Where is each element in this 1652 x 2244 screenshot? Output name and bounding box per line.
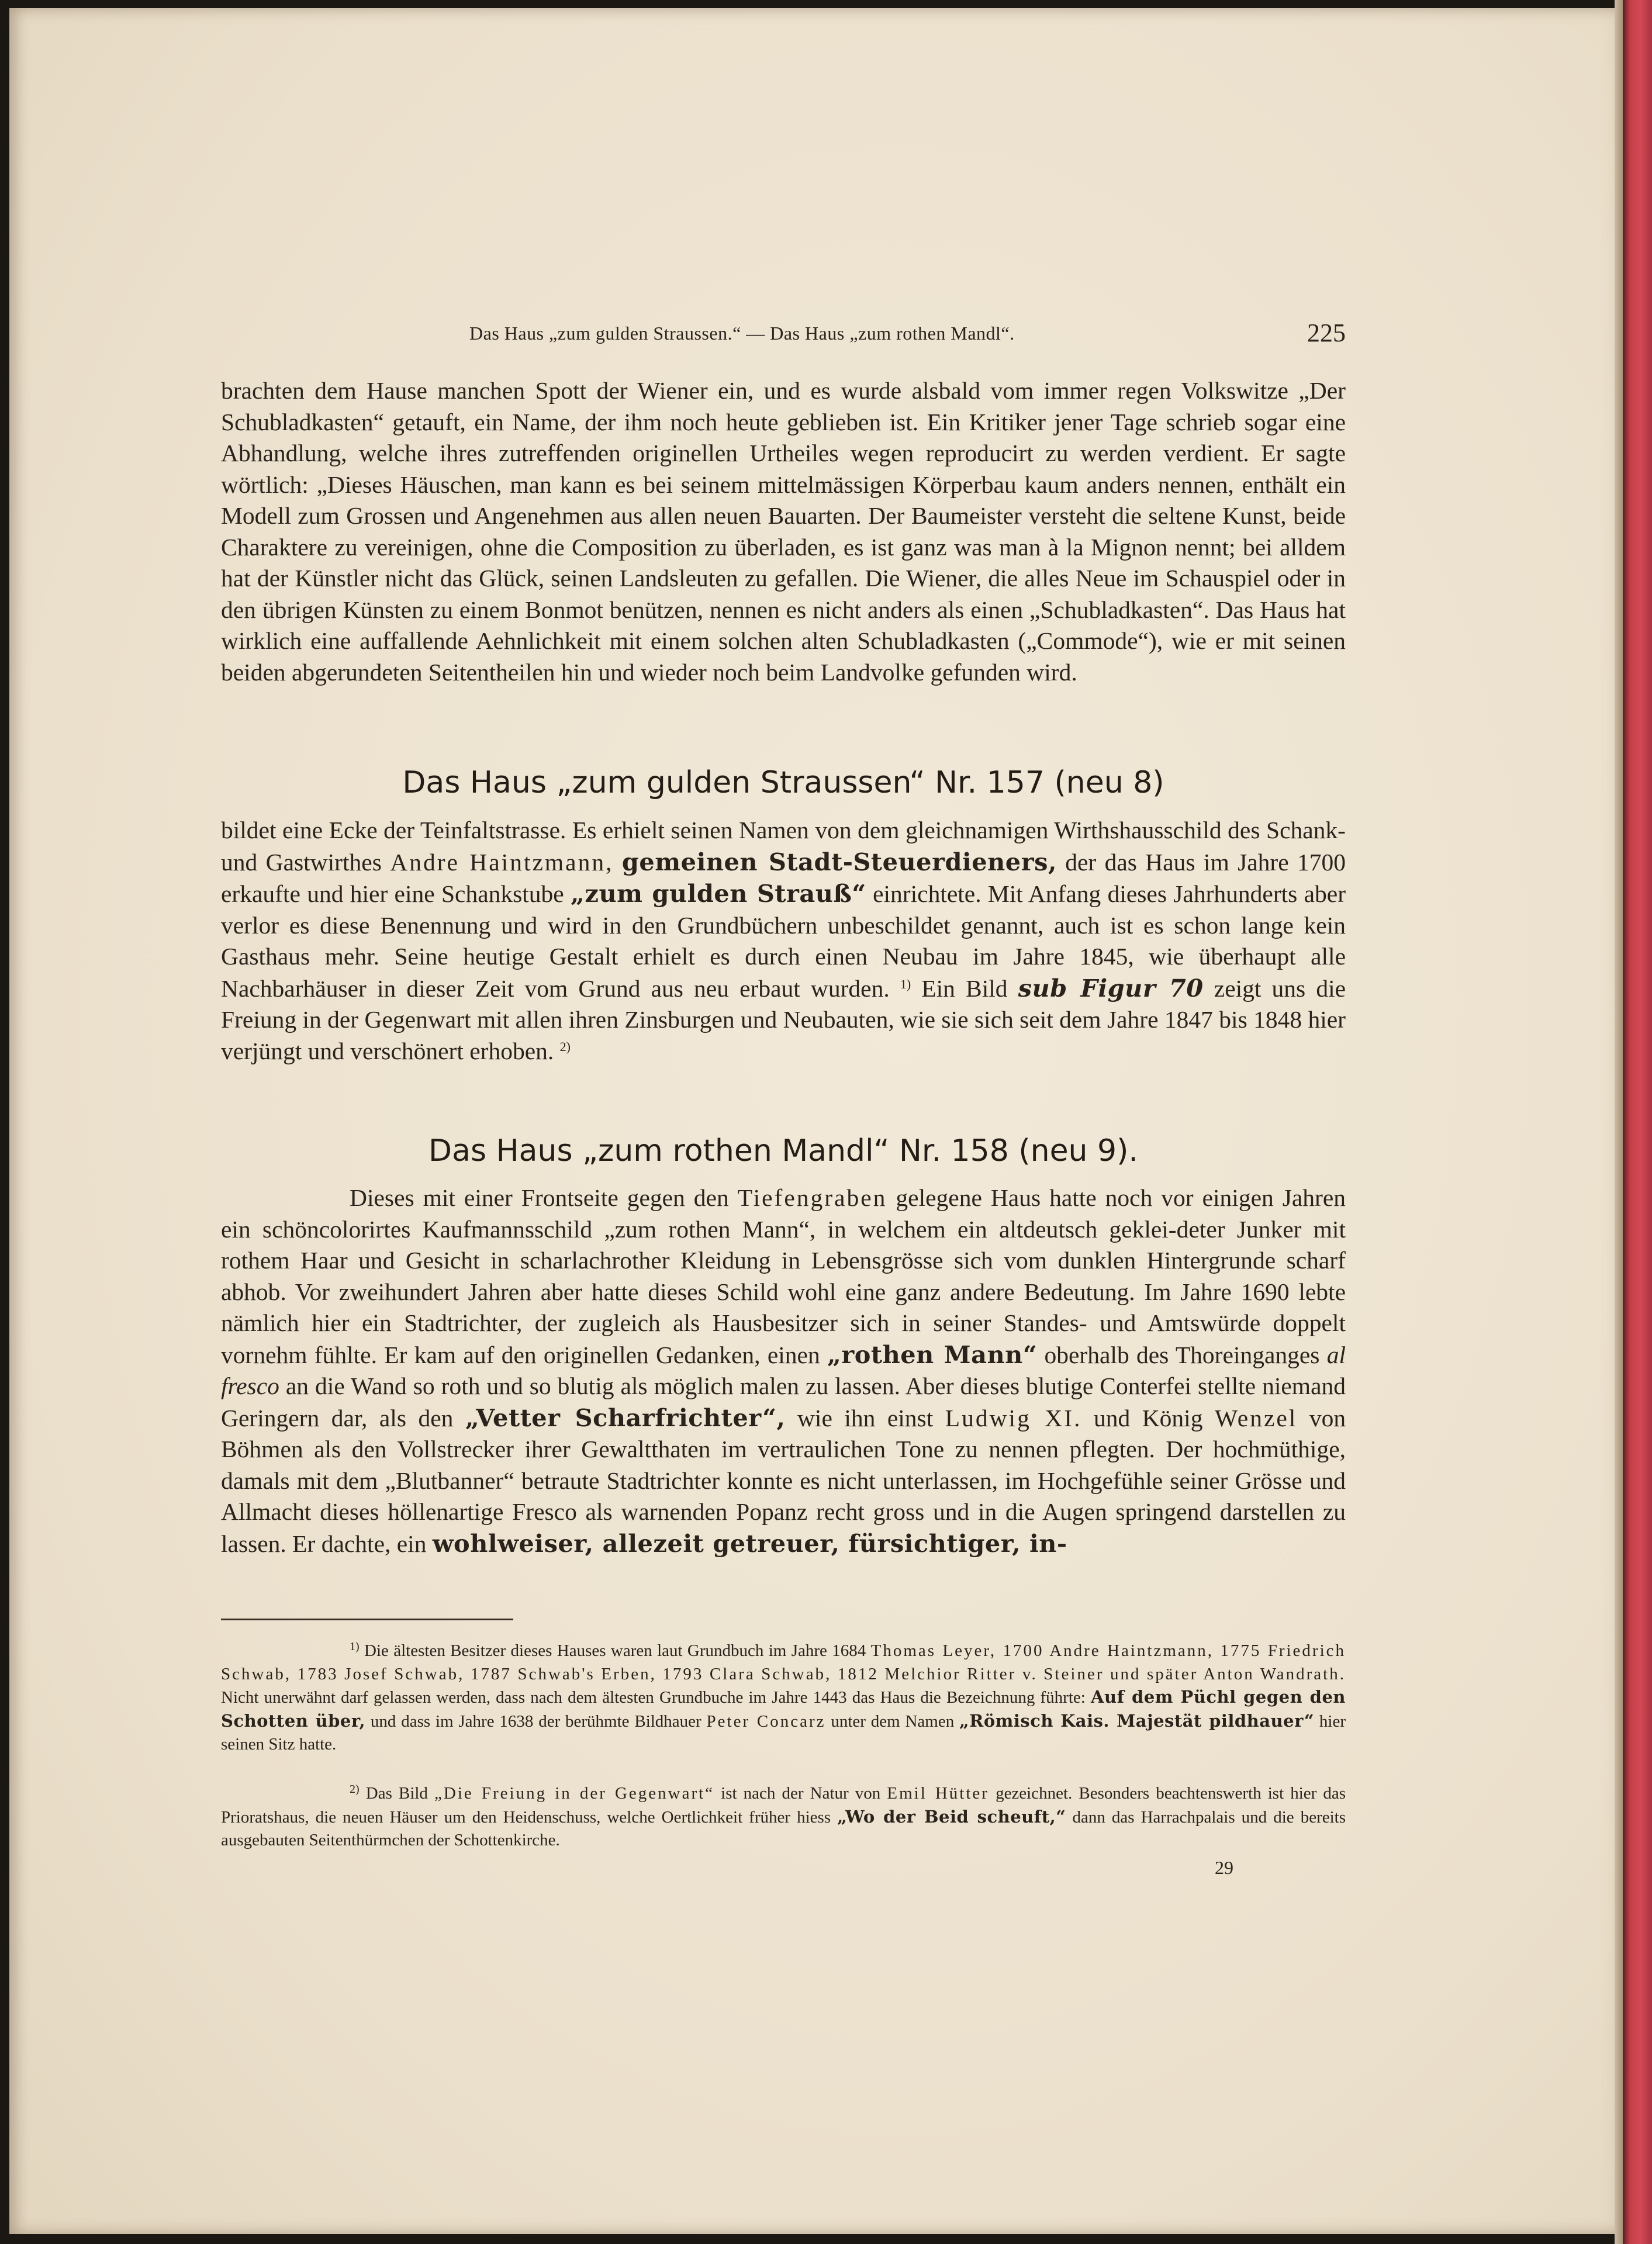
footnote-2 — [221, 1778, 1346, 1852]
footnote-mark: 1) — [350, 1640, 360, 1653]
fraktur-quote: gemeinen Stadt-Steuerdieners, — [621, 847, 1057, 876]
image-title: „Die Freiung in der Gegenwart“ — [434, 1784, 715, 1803]
footnote-2-text — [221, 1778, 1346, 1852]
footnote-1-text — [221, 1636, 1346, 1757]
figure-ref: sub Figur 70 — [1018, 973, 1204, 1002]
text-run: dann das Harrachpalais und die bereits ausgebauten Seitenthürmchen der Schottenkirche. — [221, 1807, 1346, 1849]
person-name: Ludwig XI. — [945, 1404, 1082, 1432]
text-run: Nicht unerwähnt darf gelassen werden, dass nach dem ältesten Grundbuche im Jahre 1443 das Haus die Bezeichnung führte: — [221, 1688, 1086, 1707]
place-name: Tiefengraben — [737, 1184, 887, 1211]
footnote-1 — [221, 1636, 1346, 1757]
text-run: der das Haus im Jahre 1700 erkaufte und hier eine Schankstube — [221, 848, 1346, 907]
person-name: Peter Concarz — [706, 1711, 826, 1731]
signature-mark: 29 — [1215, 1857, 1233, 1878]
section-heading-mandl: Das Haus „zum rothen Mandl“ Nr. 158 (neu 9). — [428, 1133, 1138, 1168]
text-run: an die Wand so roth und so blutig als möglich malen zu lassen. Aber dieses blutige Conterfei stellte niemand Geringern dar, als den — [221, 1372, 1346, 1432]
text-run: wie ihn einst — [797, 1404, 934, 1432]
fraktur-quote: Auf dem Püchl gegen den Schotten über, — [221, 1687, 1346, 1731]
footnote-ref: 1) — [900, 976, 911, 991]
text-run: hier seinen Sitz hatte. — [221, 1711, 1346, 1754]
person-name: Andre Haintzmann, — [390, 848, 614, 876]
straussen-paragraph — [221, 815, 1346, 1067]
page-number: 225 — [1307, 319, 1346, 347]
fraktur-quote: „Vetter Scharfrichter“, — [465, 1403, 786, 1432]
person-name: Wenzel — [1214, 1404, 1298, 1432]
fraktur-quote: „zum gulden Strauß“ — [571, 879, 866, 908]
text-run: bildet eine Ecke der Teinfaltstrasse. Es erhielt seinen Namen von dem gleichnamigen Wirthshausschild des Schank- und Gastwirthes — [221, 817, 1346, 876]
text-run: gelegene Haus hatte noch vor einigen Jahren ein schöncolorirtes Kaufmannsschild „zum rothen Mann“, in welchem ein altdeutsch geklei-deter Junker mit rothem Haar und Gesicht in scharlachrother Kleidung in Lebensgrösse sich vom dunklen Hintergrunde scharf abhob. Vor zweihundert Jahren aber hatte dieses Schild wohl eine ganz andere Bedeutung. Im Jahre 1690 lebte nämlich hier ein Stadtrichter, der zugleich als Hausbesitzer sich in seiner Standes- und Amtswürde doppelt vornehm fühlte. Er kam auf den originellen Gedanken, einen — [221, 1184, 1346, 1368]
book-page — [9, 8, 1629, 2234]
mandl-paragraph — [221, 1182, 1346, 1560]
footnote-mark: 2) — [350, 1783, 360, 1796]
text-run: oberhalb des Thoreinganges — [1044, 1341, 1320, 1368]
text-run: und dass im Jahre 1638 der berühmte Bildhauer — [370, 1711, 701, 1731]
person-name: Emil Hütter — [887, 1784, 989, 1803]
section-mandl-body — [221, 1182, 1346, 1560]
footnote-separator — [221, 1619, 513, 1620]
page-edge — [1615, 0, 1623, 2244]
intro-paragraph: brachten dem Hause manchen Spott der Wiener ein, und es wurde alsbald vom immer regen Volkswitze „Der Schubladkasten“ getauft, ein Name, der ihm noch heute geblieben ist. Ein Kritiker jener Tage schrieb sogar eine Abhandlung, welche ihres zutreffenden originellen Urtheiles wegen reproducirt zu werden verdient. Er sagte wörtlich: „Dieses Häuschen, man kann es bei seinem mittelmässigen Körperbau kaum anders nennen, enthält ein Modell zum Grossen und Angenehmen aus allen neuen Bauarten. Der Baumeister versteht die seltene Kunst, beide Charaktere zu vereinigen, ohne die Composition zu überladen, es ist ganz was man à la Mignon nennt; bei alldem hat der Künstler nicht das Glück, seinen Landsleuten zu gefallen. Die Wiener, die alles Neue im Schauspiel oder in den übrigen Künsten zu einem Bonmot benützen, nennen es nicht anders als einen „Schubladkasten“. Das Haus hat wirklich eine auffallende Aehnlichkeit mit einem solchen alten Schubladkasten („Commode“), wie er mit seinen beiden abgerundeten Seitentheilen hin und wieder noch beim Landvolke gefunden wird. — [221, 377, 1346, 686]
footnote-ref: 2) — [559, 1039, 571, 1054]
text-run: zeigt uns die Freiung in der Gegenwart mit allen ihren Zinsburgen und Neubauten, wie sie sich seit dem Jahre 1847 bis 1848 hier verjüngt und verschönert erhoben. — [221, 974, 1346, 1064]
text-run: ist nach der Natur von — [721, 1784, 881, 1803]
text-run: Dieses mit einer Frontseite gegen den — [350, 1184, 729, 1211]
italic-term: al fresco — [221, 1341, 1346, 1399]
text-run: gezeichnet. Besonders beachtenswerth ist hier das Prioratshaus, die neuen Häuser um den Heidenschuss, welche Oertlichkeit früher hiess — [221, 1784, 1346, 1827]
fraktur-quote: „rothen Mann“ — [827, 1340, 1038, 1369]
text-run: einrichtete. Mit Anfang dieses Jahrhunderts aber verlor es diese Benennung und wird in den Grundbüchern unbeschildet genannt, auch ist es schon lange kein Gasthaus mehr. Seine heutige Gestalt erhielt es durch einen Neubau im Jahre 1845, wie überhaupt alle Nachbarhäuser in dieser Zeit vom Grund aus neu erbaut wurden. — [221, 880, 1346, 1002]
red-book-edge — [1623, 0, 1652, 2244]
owner-list: Thomas Leyer, 1700 Andre Haintzmann, 1775 Friedrich Schwab, 1783 Josef Schwab, 1787 Schwab's Erben, 1793 Clara Schwab, 1812 Melchior Ritter v. Steiner und später Anton Wandrath. — [221, 1641, 1346, 1683]
text-run: unter dem Namen — [831, 1711, 955, 1731]
running-title: Das Haus „zum gulden Straussen.“ — Das Haus „zum rothen Mandl“. — [469, 323, 1015, 344]
fraktur-quote: wohlweiser, allezeit getreuer, fürsichtiger, in- — [432, 1529, 1067, 1558]
intro-block — [221, 375, 1346, 688]
text-run: Ein Bild — [921, 974, 1008, 1002]
fraktur-quote: „Römisch Kais. Majestät pildhauer“ — [959, 1710, 1315, 1731]
running-header — [221, 318, 1346, 353]
text-run: Das Bild — [365, 1784, 428, 1803]
section-straussen-body — [221, 815, 1346, 1067]
text-run: Die ältesten Besitzer dieses Hauses waren laut Grundbuch im Jahre 1684 — [364, 1641, 866, 1660]
fraktur-quote: „Wo der Beid scheuft,“ — [837, 1806, 1066, 1827]
text-run: von Böhmen als den Vollstrecker ihrer Gewaltthaten im vertraulichen Tone zu nennen pflegten. Der hochmüthige, damals mit dem „Blutbanner“ betraute Stadtrichter konnte es nicht unterlassen, im Hochgefühle seiner Grösse und Allmacht dieses höllenartige Fresco als warnenden Popanz recht gross und in die Augen springend darstellen zu lassen. Er dachte, ein — [221, 1404, 1346, 1557]
text-run: und König — [1093, 1404, 1203, 1432]
section-heading-straussen: Das Haus „zum gulden Straussen“ Nr. 157 (neu 8) — [402, 765, 1164, 800]
